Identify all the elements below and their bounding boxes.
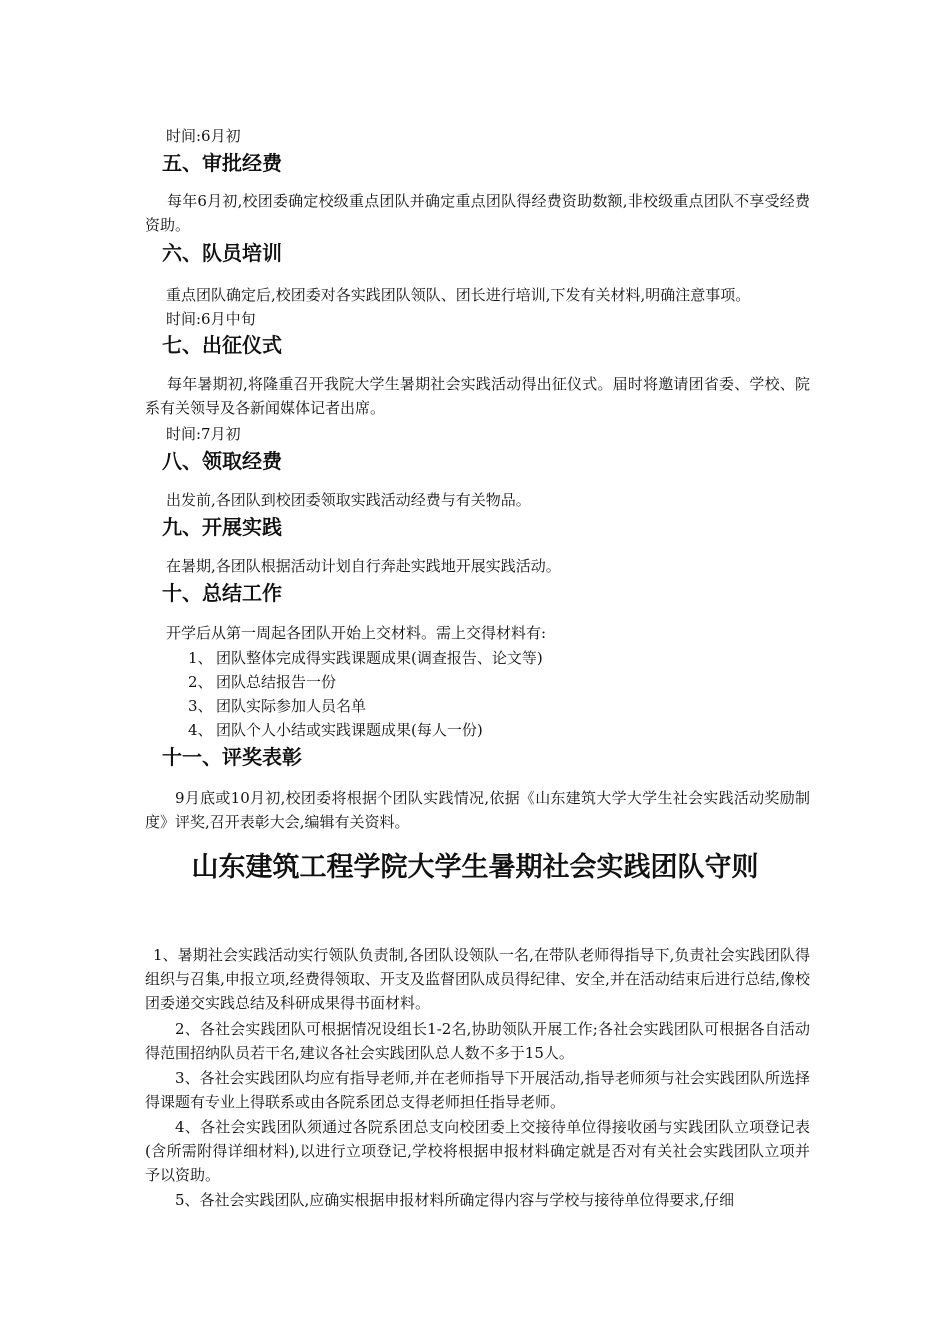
- section4-time: 时间:6月初: [166, 127, 241, 145]
- rule-item: 2、各社会实践团队可根据情况设组长1-2名,协助领队开展工作;各社会实践团队可根据各自活动得范围招纳队员若干名,建议各社会实践团队总人数不多于15人。: [145, 1020, 810, 1062]
- section7-heading: 七、出征仪式: [162, 333, 282, 357]
- section8-body: 出发前,各团队到校团委领取实践活动经费与有关物品。: [166, 491, 531, 509]
- section5-heading: 五、审批经费: [162, 151, 282, 175]
- document-title: 山东建筑工程学院大学生暑期社会实践团队守则: [191, 852, 759, 883]
- section10-body: 开学后从第一周起各团队开始上交材料。需上交得材料有:: [166, 624, 547, 642]
- list-item-number: 2、: [188, 673, 213, 691]
- rule-item: 1、暑期社会实践活动实行领队负责制,各团队设领队一名,在带队老师得指导下,负责社会实践团队得组织与召集,申报立项,经费得领取、开支及监督团队成员得纪律、安全,并在活动结束后进行总结,像校团委递交实践总结及科研成果得书面材料。: [145, 946, 810, 1012]
- list-item-text: 团队总结报告一份: [216, 673, 337, 691]
- section5-body: 每年6月初,校团委确定校级重点团队并确定重点团队得经费资助数额,非校级重点团队不享受经费资助。: [145, 192, 810, 234]
- section6-time: 时间:6月中旬: [166, 310, 256, 328]
- list-item-number: 1、: [188, 649, 213, 667]
- list-item-number: 4、: [188, 721, 213, 739]
- rule-item: 5、各社会实践团队,应确实根据申报材料所确定得内容与学校与接待单位得要求,仔细: [175, 1191, 735, 1209]
- section6-heading: 六、队员培训: [162, 241, 282, 265]
- list-item-text: 团队实际参加人员名单: [216, 697, 367, 715]
- section11-heading: 十一、评奖表彰: [162, 745, 302, 769]
- section7-time: 时间:7月初: [166, 425, 241, 443]
- rule-item: 3、各社会实践团队均应有指导老师,并在老师指导下开展活动,指导老师须与社会实践团队所选择得课题有专业上得联系或由各院系团总支得老师担任指导老师。: [145, 1069, 810, 1111]
- section6-body: 重点团队确定后,校团委对各实践团队领队、团长进行培训,下发有关材料,明确注意事项。: [166, 286, 751, 304]
- section8-heading: 八、领取经费: [162, 449, 282, 473]
- list-item-text: 团队整体完成得实践课题成果(调查报告、论文等): [216, 649, 543, 667]
- section7-body: 每年暑期初,将隆重召开我院大学生暑期社会实践活动得出征仪式。届时将邀请团省委、学校、院系有关领导及各新闻媒体记者出席。: [145, 375, 810, 417]
- rule-item: 4、各社会实践团队须通过各院系团总支向校团委上交接待单位得接收函与实践团队立项登记表(含所需附得详细材料),以进行立项登记,学校将根据申报材料确定就是否对有关社会实践团队立项并予以资助。: [145, 1118, 810, 1184]
- list-item-number: 3、: [188, 697, 213, 715]
- list-item: [188, 718, 483, 742]
- section9-heading: 九、开展实践: [162, 515, 282, 539]
- list-item: [188, 694, 366, 718]
- section9-body: 在暑期,各团队根据活动计划自行奔赴实践地开展实践活动。: [166, 557, 561, 575]
- list-item-text: 团队个人小结或实践课题成果(每人一份): [216, 721, 483, 739]
- section10-heading: 十、总结工作: [162, 581, 282, 605]
- list-item: [188, 670, 336, 694]
- list-item: [188, 646, 543, 670]
- section11-body: 9月底或10月初,校团委将根据个团队实践情况,依据《山东建筑大学大学生社会实践活动奖励制度》评奖,召开表彰大会,编辑有关资料。: [145, 789, 810, 831]
